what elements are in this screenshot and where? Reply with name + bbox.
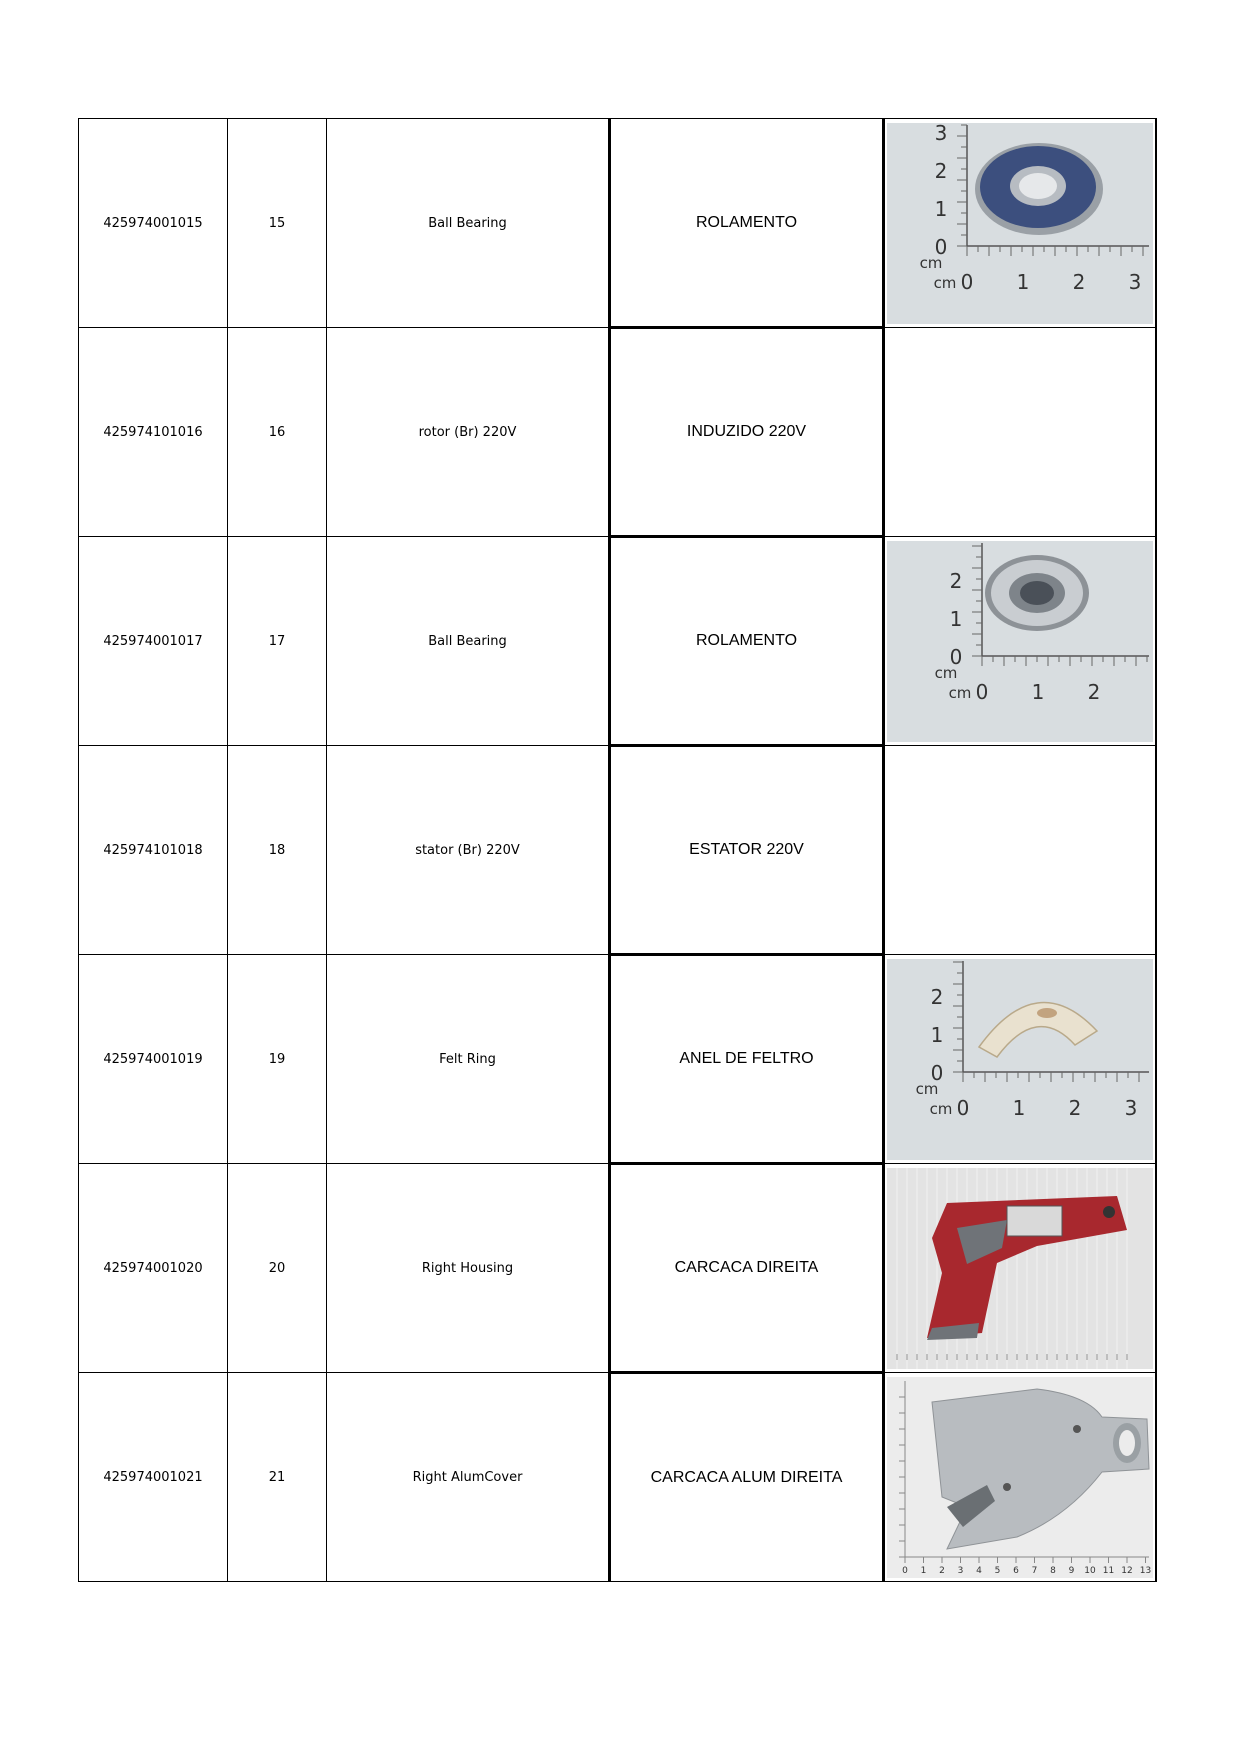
scale-label-x: 1 (1012, 1095, 1026, 1120)
photo-alum-cover (887, 1377, 1153, 1578)
position-number-cell: 15 (228, 119, 327, 328)
part-name-english-cell: stator (Br) 220V (327, 746, 610, 955)
scale-unit-label: cm (934, 663, 958, 682)
scale-label-x: 1 (920, 1565, 927, 1576)
part-photo (887, 541, 1153, 742)
scale-label-x: 2 (1072, 269, 1086, 294)
scale-label-y: 1 (930, 1022, 944, 1047)
scale-label-x: 13 (1139, 1565, 1151, 1576)
part-photo (887, 123, 1153, 324)
photo-housing-red (887, 1168, 1153, 1369)
part-photo (887, 1377, 1153, 1578)
part-number-cell: 425974001017 (79, 537, 228, 746)
table-row (79, 537, 1156, 746)
scale-label-x: 6 (1012, 1565, 1019, 1576)
table-row (79, 119, 1156, 328)
part-number-cell: 425974001020 (79, 1164, 228, 1373)
part-photo-cell (884, 328, 1156, 537)
scale-label-x: 3 (1128, 269, 1142, 294)
position-number-cell: 17 (228, 537, 327, 746)
scale-label-x: 8 (1049, 1565, 1056, 1576)
scale-unit-label: cm (948, 683, 972, 702)
scale-label-y: 0 (949, 644, 963, 669)
scale-label-x: 3 (1124, 1095, 1138, 1120)
scale-unit-label: cm (915, 1079, 939, 1098)
part-photo-cell (884, 1164, 1156, 1373)
part-photo (887, 1168, 1153, 1369)
part-name-portuguese-cell: INDUZIDO 220V (610, 328, 884, 537)
part-name-english-cell: Ball Bearing (327, 119, 610, 328)
scale-label-x: 0 (975, 679, 989, 704)
part-name-portuguese-cell: ROLAMENTO (610, 537, 884, 746)
scale-label-x: 7 (1031, 1565, 1038, 1576)
part-name-portuguese-cell: ESTATOR 220V (610, 746, 884, 955)
scale-label-y: 2 (930, 984, 944, 1009)
part-photo (887, 959, 1153, 1160)
scale-label-y: 2 (934, 158, 948, 183)
part-photo (887, 332, 1153, 533)
scale-label-y: 0 (934, 234, 948, 259)
position-number-cell: 20 (228, 1164, 327, 1373)
part-name-portuguese-cell: CARCACA DIREITA (610, 1164, 884, 1373)
table-row (79, 328, 1156, 537)
table-row (79, 955, 1156, 1164)
part-name-english-cell: Right AlumCover (327, 1373, 610, 1582)
scale-label-x: 12 (1121, 1565, 1133, 1576)
scale-label-x: 2 (938, 1565, 945, 1576)
scale-label-x: 2 (1068, 1095, 1082, 1120)
part-name-english-cell: Ball Bearing (327, 537, 610, 746)
scale-label-x: 5 (994, 1565, 1001, 1576)
scale-label-x: 0 (960, 269, 974, 294)
part-number-cell: 425974101016 (79, 328, 228, 537)
table-row (79, 1164, 1156, 1373)
table-row (79, 1373, 1156, 1582)
scale-label-x: 10 (1084, 1565, 1096, 1576)
scale-unit-label: cm (919, 253, 943, 272)
part-photo (887, 750, 1153, 951)
part-photo-cell (884, 119, 1156, 328)
part-name-english-cell: rotor (Br) 220V (327, 328, 610, 537)
scale-label-x: 2 (1087, 679, 1101, 704)
part-name-english-cell: Right Housing (327, 1164, 610, 1373)
table-row (79, 746, 1156, 955)
scale-label-y: 1 (934, 196, 948, 221)
part-photo-cell (884, 955, 1156, 1164)
scale-label-x: 9 (1068, 1565, 1075, 1576)
part-photo-cell (884, 1373, 1156, 1582)
photo-bearing-blue (887, 123, 1153, 324)
scale-unit-label: cm (933, 273, 957, 292)
scale-label-x: 3 (957, 1565, 964, 1576)
part-name-portuguese-cell: ROLAMENTO (610, 119, 884, 328)
part-photo-cell (884, 746, 1156, 955)
part-number-cell: 425974001021 (79, 1373, 228, 1582)
part-name-english-cell: Felt Ring (327, 955, 610, 1164)
position-number-cell: 16 (228, 328, 327, 537)
scale-unit-label: cm (929, 1099, 953, 1118)
scale-label-x: 11 (1102, 1565, 1114, 1576)
position-number-cell: 21 (228, 1373, 327, 1582)
scale-label-x: 0 (956, 1095, 970, 1120)
part-photo-cell (884, 537, 1156, 746)
scale-label-y: 3 (934, 122, 948, 145)
scale-label-y: 2 (949, 568, 963, 593)
scale-label-x: 1 (1016, 269, 1030, 294)
scale-label-y: 0 (930, 1060, 944, 1085)
parts-table (78, 118, 1157, 1582)
part-number-cell: 425974101018 (79, 746, 228, 955)
scale-label-x: 4 (975, 1565, 982, 1576)
scale-label-x: 0 (901, 1565, 908, 1576)
part-number-cell: 425974001015 (79, 119, 228, 328)
photo-bearing-metal (887, 541, 1153, 742)
position-number-cell: 18 (228, 746, 327, 955)
part-number-cell: 425974001019 (79, 955, 228, 1164)
scale-label-y: 1 (949, 606, 963, 631)
part-name-portuguese-cell: ANEL DE FELTRO (610, 955, 884, 1164)
position-number-cell: 19 (228, 955, 327, 1164)
part-name-portuguese-cell: CARCACA ALUM DIREITA (610, 1373, 884, 1582)
scale-label-x: 1 (1031, 679, 1045, 704)
photo-felt-ring (887, 959, 1153, 1160)
